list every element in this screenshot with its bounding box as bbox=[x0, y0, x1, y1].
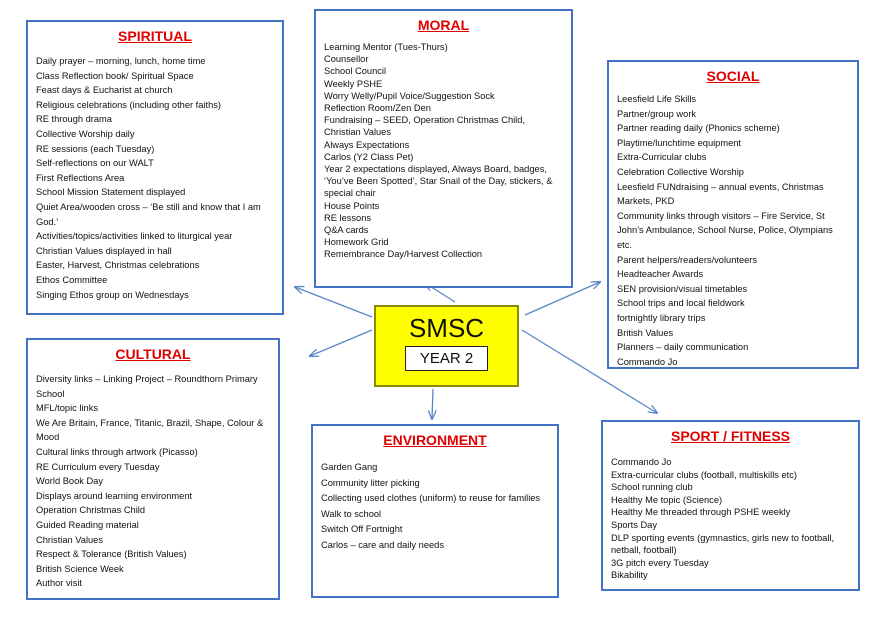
list-item: Easter, Harvest, Christmas celebrations bbox=[36, 260, 200, 271]
list-item: Reflection Room/Zen Den bbox=[324, 103, 431, 114]
list-item: Homework Grid bbox=[324, 237, 389, 248]
year-label: YEAR 2 bbox=[405, 346, 488, 371]
list-item: Learning Mentor (Tues-Thurs) bbox=[324, 42, 448, 52]
list-item: Bikability bbox=[611, 570, 648, 581]
list-item: Walk to school bbox=[321, 508, 382, 519]
list-item: fortnightly library trips bbox=[617, 312, 706, 323]
list-item: Healthy Me topic (Science) bbox=[611, 494, 723, 505]
list-item: Ethos Committee bbox=[36, 274, 108, 285]
arrow-to-environment bbox=[432, 389, 433, 419]
list-item: Extra-curricular clubs (football, multiskills etc) bbox=[611, 469, 797, 480]
list-item: RE Curriculum every Tuesday bbox=[36, 461, 160, 472]
list-item: Collecting used clothes (uniform) to reuse for families bbox=[321, 493, 541, 503]
list-item: Commando Jo bbox=[617, 356, 678, 367]
list-item: British Values bbox=[617, 327, 674, 338]
list-item: Author visit bbox=[36, 578, 82, 589]
list-item: Community links through visitors – Fire Service, St John’s Ambulance, School Nurse, Police, Olympians etc. bbox=[617, 210, 833, 250]
list-item: Healthy Me threaded through PSHE weekly bbox=[611, 507, 791, 518]
list-item: Celebration Collective Worship bbox=[617, 166, 744, 177]
list-item: Diversity links – Linking Project – Roundthorn Primary School bbox=[36, 374, 258, 399]
list-item: Class Reflection book/ Spiritual Space bbox=[36, 70, 194, 81]
list-item: Playtime/lunchtime equipment bbox=[617, 137, 742, 148]
sport-fitness-box bbox=[601, 420, 860, 591]
list-item: Fundraising – SEED, Operation Christmas Child, Christian Values bbox=[324, 115, 525, 138]
list-item: Christian Values displayed in hall bbox=[36, 245, 172, 256]
list-item: Headteacher Awards bbox=[617, 269, 704, 280]
list-item: Leesfield FUNdraising – annual events, Christmas Markets, PKD bbox=[617, 181, 824, 207]
list-item: School Mission Statement displayed bbox=[36, 187, 186, 198]
spiritual-heading: SPIRITUAL bbox=[118, 28, 192, 44]
list-item: Operation Christmas Child bbox=[36, 505, 146, 516]
list-item: Christian Values bbox=[36, 534, 104, 545]
list-item: Carlos (Y2 Class Pet) bbox=[324, 151, 414, 162]
social-heading: SOCIAL bbox=[706, 68, 760, 84]
list-item: Activities/topics/activities linked to liturgical year bbox=[36, 231, 233, 242]
list-item: Partner reading daily (Phonics scheme) bbox=[617, 123, 780, 134]
smsc-center-box bbox=[374, 305, 519, 387]
list-item: Parent helpers/readers/volunteers bbox=[617, 254, 758, 265]
list-item: Singing Ethos group on Wednesdays bbox=[36, 289, 189, 300]
cultural-heading: CULTURAL bbox=[115, 346, 191, 362]
list-item: Always Expectations bbox=[324, 139, 410, 150]
list-item: Leesfield Life Skills bbox=[617, 94, 697, 104]
list-item: Planners – daily communication bbox=[617, 342, 749, 353]
list-item: Guided Reading material bbox=[36, 519, 139, 530]
list-item: Sports Day bbox=[611, 519, 657, 530]
moral-heading: MORAL bbox=[417, 17, 470, 33]
list-item: MFL/topic links bbox=[36, 403, 98, 414]
list-item: RE sessions (each Tuesday) bbox=[36, 143, 155, 154]
cultural-list bbox=[36, 372, 270, 591]
arrow-to-cultural bbox=[310, 330, 372, 356]
list-item: Daily prayer – morning, lunch, home time bbox=[36, 56, 206, 66]
list-item: Remembrance Day/Harvest Collection bbox=[324, 249, 483, 260]
list-item: School running club bbox=[611, 482, 693, 493]
list-item: Garden Gang bbox=[321, 462, 378, 472]
list-item: Cultural links through artwork (Picasso) bbox=[36, 446, 198, 457]
list-item: Extra-Curricular clubs bbox=[617, 152, 707, 163]
list-item: Quiet Area/wooden cross – ‘Be still and know that I am God.’ bbox=[36, 201, 261, 227]
list-item: British Science Week bbox=[36, 563, 124, 574]
list-item: Religious celebrations (including other faiths) bbox=[36, 99, 222, 110]
social-box bbox=[607, 60, 859, 369]
list-item: Switch Off Fortnight bbox=[321, 524, 403, 534]
sport-fitness-heading: SPORT / FITNESS bbox=[670, 428, 790, 444]
environment-list bbox=[321, 460, 549, 553]
list-item: Partner/group work bbox=[617, 108, 697, 119]
list-item: Collective Worship daily bbox=[36, 128, 135, 139]
list-item: Feast days & Eucharist at church bbox=[36, 85, 173, 96]
list-item: House Points bbox=[324, 200, 380, 211]
list-item: Respect & Tolerance (British Values) bbox=[36, 549, 187, 560]
list-item: DLP sporting events (gymnastics, girls new to football, netball, football) bbox=[611, 532, 835, 556]
list-item: Commando Jo bbox=[611, 457, 672, 467]
spiritual-box bbox=[26, 20, 284, 315]
social-list bbox=[617, 92, 849, 369]
list-item: Counsellor bbox=[324, 54, 369, 65]
list-item: World Book Day bbox=[36, 476, 103, 487]
list-item: Self-reflections on our WALT bbox=[36, 158, 154, 169]
environment-heading: ENVIRONMENT bbox=[383, 432, 487, 448]
list-item: First Reflections Area bbox=[36, 172, 125, 183]
list-item: 3G pitch every Tuesday bbox=[611, 557, 709, 568]
list-item: Displays around learning environment bbox=[36, 490, 193, 501]
environment-box bbox=[311, 424, 559, 598]
list-item: Carlos – care and daily needs bbox=[321, 539, 444, 550]
spiritual-list bbox=[36, 54, 274, 302]
list-item: Worry Welly/Pupil Voice/Suggestion Sock bbox=[324, 90, 495, 101]
moral-list bbox=[324, 41, 563, 261]
list-item: School trips and local fieldwork bbox=[617, 298, 745, 309]
list-item: SEN provision/visual timetables bbox=[617, 283, 748, 294]
list-item: Community litter picking bbox=[321, 477, 420, 488]
sport-fitness-list bbox=[611, 456, 850, 582]
list-item: School Council bbox=[324, 66, 387, 77]
arrow-to-spiritual bbox=[295, 287, 372, 317]
list-item: RE through drama bbox=[36, 114, 112, 125]
list-item: Q&A cards bbox=[324, 225, 369, 236]
list-item: Weekly PSHE bbox=[324, 78, 383, 89]
list-item: We Are Britain, France, Titanic, Brazil, Shape, Colour & Mood bbox=[36, 417, 264, 443]
smsc-title: SMSC bbox=[408, 313, 485, 343]
cultural-box bbox=[26, 338, 280, 600]
list-item: RE lessons bbox=[324, 212, 372, 223]
list-item: Year 2 expectations displayed, Always Board, badges, ‘You’ve Been Spotted’, Star Snail of the Day, stickers, & special chair bbox=[324, 164, 553, 199]
moral-box bbox=[314, 9, 573, 288]
